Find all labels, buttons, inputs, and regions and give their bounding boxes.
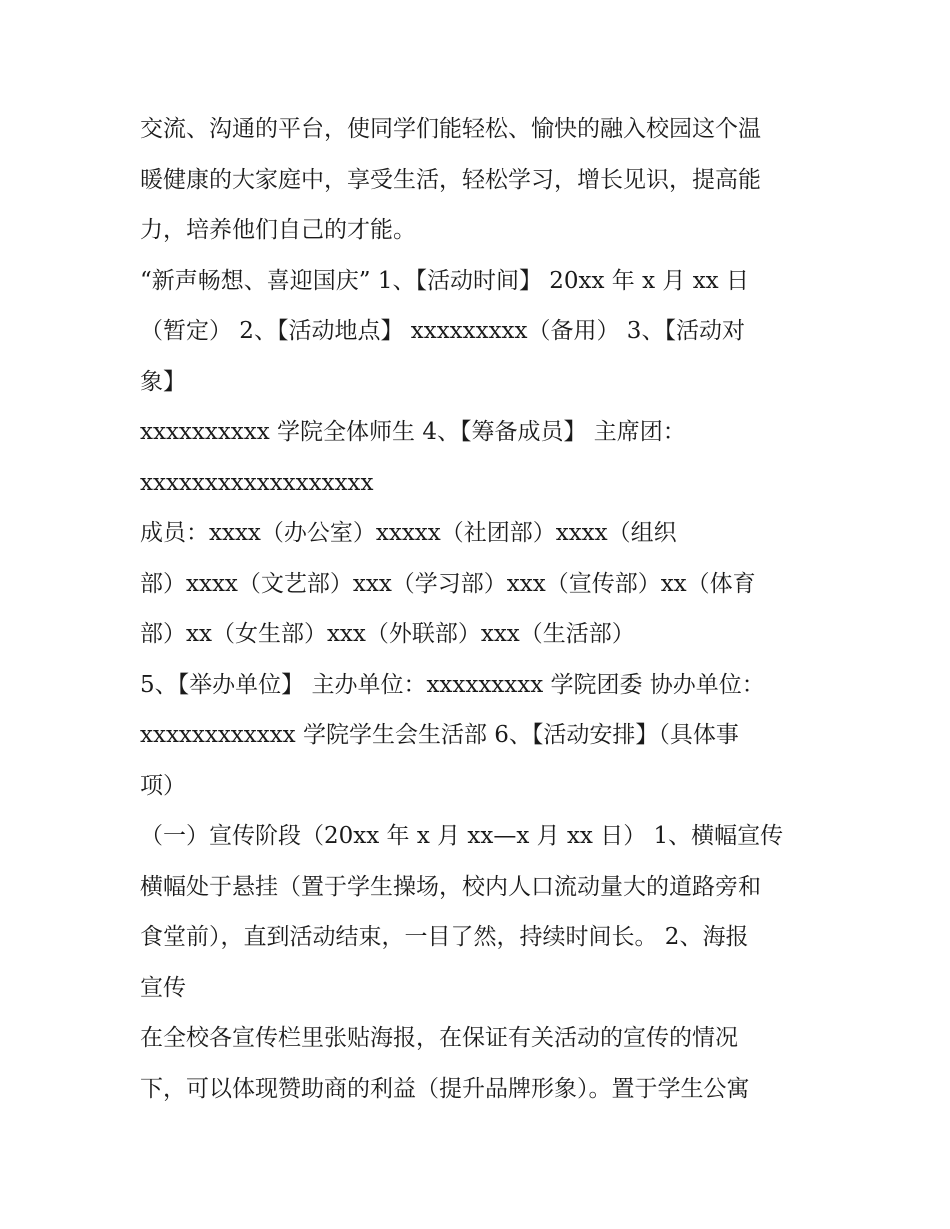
text-line: （暂定） 2、【活动地点】 xxxxxxxxx（备用） 3、【活动对 xyxy=(140,318,745,344)
text-line: 宣传 xyxy=(140,974,186,1001)
text-line: 5、【举办单位】 主办单位：xxxxxxxxx 学院团委 协办单位： xyxy=(140,671,765,698)
text-line: 成员：xxxx（办公室）xxxxx（社团部）xxxx（组织 xyxy=(140,520,677,546)
text-line: （一）宣传阶段（20xx 年 x 月 xx—x 月 xx 日） 1、横幅宣传 xyxy=(140,823,784,849)
text-line: 食堂前），直到活动结束，一目了然，持续时间长。 2、海报 xyxy=(140,924,749,950)
text-line: 力，培养他们自己的才能。 xyxy=(140,217,416,243)
text-line: xxxxxxxxxx 学院全体师生 4、【筹备成员】 主席团： xyxy=(140,419,686,445)
text-line: 在全校各宣传栏里张贴海报，在保证有关活动的宣传的情况 xyxy=(140,1025,738,1051)
text-line: 部）xxxx（文艺部）xxx（学习部）xxx（宣传部）xx（体育 xyxy=(140,570,756,597)
text-line: 项） xyxy=(140,772,186,799)
text-line: xxxxxxxxxxxx 学院学生会生活部 6、【活动安排】（具体事 xyxy=(140,722,739,748)
text-line: 下，可以体现赞助商的利益（提升品牌形象）。置于学生公寓 xyxy=(140,1075,750,1102)
text-line: 横幅处于悬挂（置于学生操场，校内人口流动量大的道路旁和 xyxy=(140,873,761,900)
text-line: 交流、沟通的平台，使同学们能轻松、愉快的融入校园这个温 xyxy=(140,116,761,142)
text-line: 象】 xyxy=(140,368,186,395)
text-line: “新声畅想、喜迎国庆” 1、【活动时间】 20xx 年 x 月 xx 日 xyxy=(140,267,749,294)
text-line: 部）xx（女生部）xxx（外联部）xxx（生活部） xyxy=(140,621,635,647)
text-line: xxxxxxxxxxxxxxxxxx xyxy=(140,469,374,496)
text-line: 暖健康的大家庭中，享受生活，轻松学习，增长见识，提高能 xyxy=(140,166,761,193)
document-body xyxy=(140,104,830,1114)
